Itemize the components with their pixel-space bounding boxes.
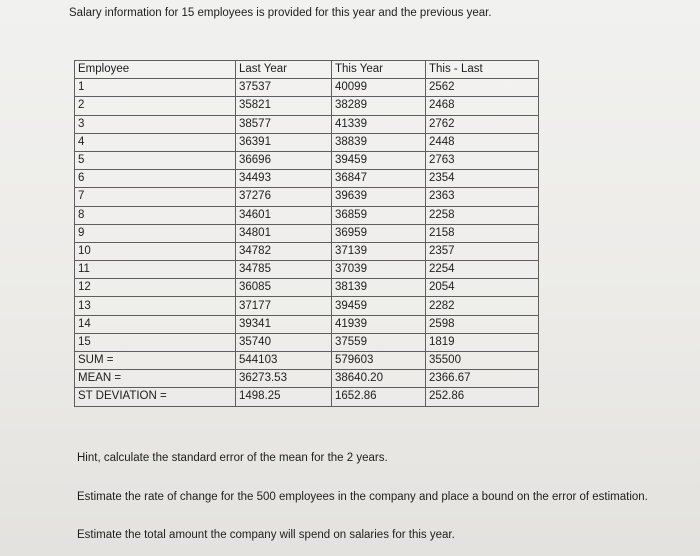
cell-this-year: 41939 (332, 315, 426, 333)
cell-last-year: 35821 (236, 97, 332, 115)
table-row (75, 315, 539, 333)
table-header-row (75, 61, 539, 79)
salary-table-container (74, 60, 538, 407)
table-body (75, 79, 539, 406)
table-row (75, 206, 539, 224)
cell-difference: 2448 (426, 133, 539, 151)
cell-this-year: 39639 (332, 188, 426, 206)
cell-this-year: 38640.20 (332, 370, 426, 388)
cell-employee: ST DEVIATION = (75, 388, 236, 406)
table-row (75, 188, 539, 206)
table-row (75, 388, 539, 406)
question-rate-of-change: Estimate the rate of change for the 500 employees in the company and place a bound on the error of estimation. (77, 491, 648, 503)
cell-last-year: 37177 (236, 297, 332, 315)
cell-employee: 5 (75, 151, 236, 169)
cell-difference: 1819 (426, 333, 539, 351)
cell-employee: MEAN = (75, 370, 236, 388)
cell-employee: 11 (75, 261, 236, 279)
cell-employee: 8 (75, 206, 236, 224)
cell-difference: 2254 (426, 261, 539, 279)
cell-this-year: 40099 (332, 79, 426, 97)
cell-difference: 2598 (426, 315, 539, 333)
cell-this-year: 36959 (332, 224, 426, 242)
cell-this-year: 39459 (332, 151, 426, 169)
cell-difference: 252.86 (426, 388, 539, 406)
table-row (75, 151, 539, 169)
table-row (75, 97, 539, 115)
cell-employee: 3 (75, 115, 236, 133)
cell-difference: 2357 (426, 242, 539, 260)
cell-this-year: 39459 (332, 297, 426, 315)
cell-last-year: 38577 (236, 115, 332, 133)
cell-difference: 2282 (426, 297, 539, 315)
cell-last-year: 39341 (236, 315, 332, 333)
header-last-year: Last Year (236, 61, 332, 79)
cell-employee: 15 (75, 333, 236, 351)
cell-last-year: 36696 (236, 151, 332, 169)
cell-difference: 2354 (426, 170, 539, 188)
cell-last-year: 36391 (236, 133, 332, 151)
table-row (75, 279, 539, 297)
table-row (75, 261, 539, 279)
cell-employee: 13 (75, 297, 236, 315)
cell-last-year: 34785 (236, 261, 332, 279)
cell-last-year: 36085 (236, 279, 332, 297)
cell-employee: 9 (75, 224, 236, 242)
table-row (75, 352, 539, 370)
header-this-year: This Year (332, 61, 426, 79)
cell-this-year: 37039 (332, 261, 426, 279)
table-row (75, 370, 539, 388)
table-row (75, 224, 539, 242)
cell-difference: 35500 (426, 352, 539, 370)
cell-employee: 10 (75, 242, 236, 260)
question-total-salaries: Estimate the total amount the company will spend on salaries for this year. (77, 529, 455, 541)
cell-employee: 4 (75, 133, 236, 151)
cell-this-year: 36847 (332, 170, 426, 188)
header-difference: This - Last (426, 61, 539, 79)
table-row (75, 333, 539, 351)
cell-last-year: 1498.25 (236, 388, 332, 406)
cell-this-year: 38839 (332, 133, 426, 151)
cell-this-year: 41339 (332, 115, 426, 133)
cell-employee: 6 (75, 170, 236, 188)
cell-this-year: 37559 (332, 333, 426, 351)
cell-employee: 7 (75, 188, 236, 206)
cell-difference: 2366.67 (426, 370, 539, 388)
cell-this-year: 38139 (332, 279, 426, 297)
cell-last-year: 37537 (236, 79, 332, 97)
cell-difference: 2158 (426, 224, 539, 242)
cell-last-year: 34493 (236, 170, 332, 188)
table-row (75, 297, 539, 315)
cell-difference: 2562 (426, 79, 539, 97)
table-row (75, 242, 539, 260)
cell-this-year: 579603 (332, 352, 426, 370)
cell-difference: 2762 (426, 115, 539, 133)
header-employee: Employee (75, 61, 236, 79)
table-row (75, 170, 539, 188)
cell-employee: 2 (75, 97, 236, 115)
cell-this-year: 38289 (332, 97, 426, 115)
cell-last-year: 34801 (236, 224, 332, 242)
cell-last-year: 37276 (236, 188, 332, 206)
cell-employee: 1 (75, 79, 236, 97)
table-row (75, 133, 539, 151)
cell-this-year: 1652.86 (332, 388, 426, 406)
cell-employee: SUM = (75, 352, 236, 370)
cell-last-year: 35740 (236, 333, 332, 351)
hint-text: Hint, calculate the standard error of the mean for the 2 years. (77, 452, 388, 464)
cell-last-year: 36273.53 (236, 370, 332, 388)
salary-table (74, 60, 539, 407)
cell-difference: 2763 (426, 151, 539, 169)
cell-last-year: 34601 (236, 206, 332, 224)
cell-this-year: 36859 (332, 206, 426, 224)
cell-this-year: 37139 (332, 242, 426, 260)
cell-difference: 2363 (426, 188, 539, 206)
intro-text: Salary information for 15 employees is provided for this year and the previous year. (69, 7, 492, 19)
cell-last-year: 34782 (236, 242, 332, 260)
cell-last-year: 544103 (236, 352, 332, 370)
cell-difference: 2258 (426, 206, 539, 224)
cell-difference: 2054 (426, 279, 539, 297)
cell-employee: 12 (75, 279, 236, 297)
table-row (75, 79, 539, 97)
table-row (75, 115, 539, 133)
cell-employee: 14 (75, 315, 236, 333)
cell-difference: 2468 (426, 97, 539, 115)
